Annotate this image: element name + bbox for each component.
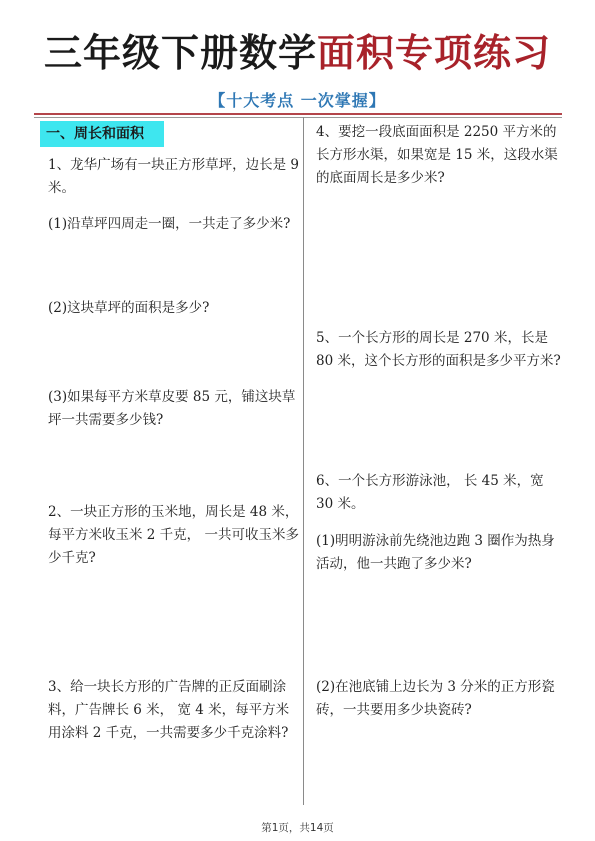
question-1-part-3: (3)如果每平方米草皮要 85 元，铺这块草坪一共需要多少钱?: [48, 389, 296, 428]
question-6-part-1: (1)明明游泳前先绕池边跑 3 圈作为热身活动，他一共跑了多少米?: [316, 533, 555, 572]
section-heading: 一、周长和面积: [40, 121, 164, 147]
question-6-part-2: (2)在池底铺上边长为 3 分米的正方形瓷砖，一共要用多少块瓷砖?: [316, 679, 555, 718]
page-subtitle: 【十大考点 一次掌握】: [209, 91, 386, 110]
header-divider-red: [34, 113, 562, 115]
header-divider-gray: [34, 117, 562, 118]
question-5: 5、一个长方形的周长是 270 米，长是 80 米，这个长方形的面积是多少平方米?: [316, 330, 561, 369]
question-2: 2、一块正方形的玉米地，周长是 48 米，每平方米收玉米 2 千克， 一共可收玉米多少千克?: [48, 504, 299, 566]
question-1-part-1: (1)沿草坪四周走一圈，一共走了多少米?: [48, 216, 291, 232]
question-1-stem: 1、龙华广场有一块正方形草坪，边长是 9 米。: [48, 157, 299, 196]
page-footer: 第1页，共14页: [261, 822, 334, 834]
title-part-black: 三年级下册数学: [43, 31, 317, 75]
question-3: 3、给一块长方形的广告牌的正反面刷涂料，广告牌长 6 米， 宽 4 米，每平方米用涂料 2 千克，一共需要多少千克涂料?: [48, 679, 290, 741]
question-4: 4、要挖一段底面面积是 2250 平方米的长方形水渠，如果宽是 15 米，这段水渠的底面周长是多少米?: [316, 124, 558, 186]
question-1-part-2: (2)这块草坪的面积是多少?: [48, 300, 210, 316]
page-title: [0, 22, 595, 77]
title-part-red: 面积专项练习: [317, 31, 552, 75]
question-6-stem: 6、一个长方形游泳池， 长 45 米，宽 30 米。: [316, 473, 544, 512]
